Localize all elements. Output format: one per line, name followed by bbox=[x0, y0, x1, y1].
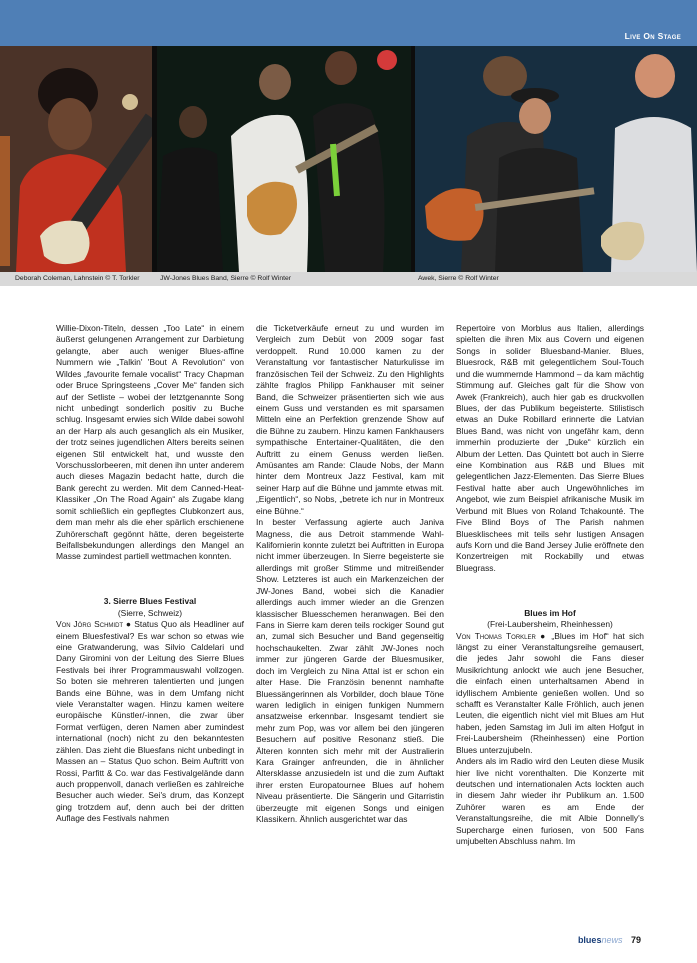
header-band bbox=[0, 0, 697, 46]
photo-jw-jones-band bbox=[157, 46, 411, 272]
paragraph: In bester Verfassung agierte auch Janiva Magness, die aus Detroit stammende Wahl-Kalifornierin konnte zuletzt bei Auftritten in Europa nicht immer überzeugen. In Sierre begeisterte sie allerdings mit großer Stimme und mitreißender Show. Letzteres ist auch ein Markenzeichen der JW-Jones Band, wobei sich die Kanadier allerdings auch immer wieder an die Grenzen klassischer Bluesschemen heranwagen. Bei den Fans in Sierre kam deren teils rockiger Sound gut an, zumal sich Besucher und Band gegenseitig hochschaukelten. Zwar zählt JW-Jones noch immer zur jüngeren Garde der Bluesmusiker, doch im Vergleich zu Nina Attal ist er schon ein alter Hase. Die Französin benennt namhafte Bluessängerinnen als Vorbilder, doch blaue Töne waren lediglich in einigen funkigen Nummern ansatzweise erkennbar. Insgesamt tendiert sie mehr zum Pop, was vor allem bei den jüngeren Besuchern auf positive Resonanz stieß. Die Älteren konnten sich mehr mit der Australierin Kara Grainger anfreunden, die in ähnlicher Altersklasse anzusiedeln ist und die zum Auftakt ihrer ersten Europatournee Blues auf hohem Niveau präsentierte. Die Sängerin und Gitarristin überzeugte mit eigenen Songs und einigen Klassikern. Ähnlich ausgerichtet war das bbox=[256, 517, 444, 825]
page-footer bbox=[578, 935, 641, 945]
photo-deborah-coleman bbox=[0, 46, 152, 272]
article-subheading-sierre: (Sierre, Schweiz) bbox=[117, 607, 183, 618]
text-column-2 bbox=[256, 323, 444, 826]
paragraph: Von Jörg Schmidt ● Status Quo als Headliner auf einem Bluesfestival? Es war schon so etwas wie eine Gratwanderung, was Silvio Caldelari und Dany Giromini von der Leitung des Sierre Blues Festivals bei ihrer Programmauswahl vollzogen. So boten sie mehreren talentierten und jungen Bands eine Bühne, was in dem Umfang nicht viele Veranstalter wagen. Hinzu kamen weitere europäische Künstler/-innen, die zwar über Format verfügen, deren Namen aber zumindest international (noch) nicht zu den bekanntesten zählen. Das zieht die Bluesfans nicht unbedingt in Massen an – Status Quo schon. Beim Auftritt von Rossi, Parfitt & Co. war das Festivalgelände dann auch proppenvoll, danach verließen es zahlreiche Besucher auch wieder. Sei's drum, das Konzept ging trotzdem auf, denn auch bei der dritten Auflage des Festivals nahmen bbox=[56, 619, 244, 824]
photo-awek bbox=[415, 46, 697, 272]
caption-photo-3: Awek, Sierre © Rolf Winter bbox=[418, 275, 499, 282]
caption-photo-2: JW-Jones Blues Band, Sierre © Rolf Winter bbox=[160, 275, 292, 282]
brand-logo-news: news bbox=[601, 935, 623, 945]
paragraph: Von Thomas Torkler ● „Blues im Hof“ hat sich längst zu einer Veranstaltungsreihe gemausert, die jedes Jahr sowohl die Fans dieser Musikrichtung anlockt wie auch jene Besucher, die einfach einen unterhaltsamen Abend in idyllischem Ambiente genießen wollen. Und so schafft es Veranstalter Kalle Fröhlich, auch jenen Leuten, die eigentlich nicht viel mit Blues am Hut haben, jeden Samstag im Juli im alten Hofgut in Frei-Laubersheim (Rheinhessen) eine Portion Blues unterzujubeln. bbox=[456, 630, 645, 755]
photo-strip bbox=[0, 46, 697, 272]
article-heading-sierre: 3. Sierre Blues Festival bbox=[103, 596, 197, 607]
article-subheading-blues-im-hof: (Frei-Laubersheim, Rheinhessen) bbox=[487, 619, 613, 630]
paragraph: die Ticketverkäufe erneut zu und wurden im Vergleich zum Debüt von 2009 sogar fast verdoppelt. Rund 10.000 kamen zu der Veranstaltung vor fantastischer Naturkulisse im französischen Teil der Schweiz. Zu den Highlights zählte fraglos Philipp Fankhauser mit seiner Band, die Schweizer präsentierten sich wie aus einem Guss und verstanden es mit sparsamen Mitteln eine an Perfektion grenzende Show auf die Bühne zu zaubern. Hinzu kamen Fankhausers sympathische Entertainer-Qualitäten, die den Auftritt zu einem Genuss werden ließen. Amüsantes am Rande: Claude Nobs, der Mann hinter dem Montreux Jazz Festival, kam mit seiner Harp auf die Bühne und jammte etwas mit. „Eigentlich“, so Nobs, „betrete ich nur in Montreux eine Bühne.“ bbox=[256, 323, 444, 516]
paragraph: Repertoire von Morblus aus Italien, allerdings spielten die ihren Mix aus Covern und eigenen Songs in solider Bluesband-Manier. Blues, Bluesrock, R&B mit gelegentlichem Soul-Touch und die wummernde Hammond – da kam mächtig Stimmung auf. Gleiches galt für die Show von Awek (Frankreich), auch hier gab es druckvollen Blues, der das Publikum begeisterte. Stilistisch etwas an Duke Robillard erinnerte die Latvian Blues Band, was nicht von ungefähr kam, denn immerhin produzierte der „Duke“ kürzlich ein Album der Letten. Das Quintett bot auch in Sierre eine Kombination aus R&B und Blues mit gelegentlichen Jazz-Elementen. Das Sierre Blues Festival hatte aber auch Ungewöhnliches im Angebot, wie zum Beispiel afrikanische Musik im Verbund mit Blues von Roland Tchakounté. The Five Blind Boys of The Parish nahmen Bluesklischees mit teils sehr lustigen Ansagen aufs Korn und die Band Jersey Julie eröffnete den Konzertreigen mit Rockabilly und etwas Bluegrass. bbox=[456, 323, 644, 573]
byline: Von Thomas Torkler bbox=[456, 630, 536, 641]
text-column-3 bbox=[456, 323, 644, 848]
byline: Von Jörg Schmidt bbox=[56, 619, 124, 630]
caption-photo-1: Deborah Coleman, Lahnstein © T. Torkler bbox=[15, 275, 140, 282]
page-number: 79 bbox=[630, 935, 641, 945]
brand-logo-blues: blues bbox=[577, 935, 602, 945]
article-heading-blues-im-hof: Blues im Hof bbox=[524, 607, 576, 618]
paragraph: Willie-Dixon-Titeln, dessen „Too Late“ in einem äußerst gelungenen Arrangement zur Darbietung gelangte, aber auch weniger Blues-affine Nummern wie „Talkin' 'Bout A Revolution“ von Wildes „favourite female vocalist“ Tracy Chapman oder Bruce Springsteens „Cover Me“ fanden sich auf der Setliste – wobei der letztgenannte Song nicht unbedingt sonderlich positiv zu Buche schlug. Insgesamt erwies sich Wilde dabei sowohl an der Harp als auch gesanglich als ein Musiker, der trotz seines jugendlichen Alters bereits seinen eigenen Stil entwickelt hat, und wusste den Vorschusslorbeeren, mit denen ihn unter anderem auch dieses Magazin bedacht hatte, durch die Bank gerecht zu werden. Mit dem Canned-Heat-Klassiker „On The Road Again“ als Zugabe klang somit schließlich ein gepflegtes Clubkonzert aus, dem man mehr als die eher spärlich erschienene Zuhörerschaft gegönnt hätte, deren begeisterte Beifallsbekundungen allerdings den Mangel an Masse zumindest partiell wettmachen konnten. bbox=[56, 323, 244, 562]
paragraph: Anders als im Radio wird den Leuten diese Musik hier live nicht vorenthalten. Die Konzerte mit deutschen und internationalen Acts lockten auch in diesem Jahr wieder ihr Publikum an. 1.500 Zuhörer waren es am Ende der Veranstaltungsreihe, die mit Albie Donnelly's Supercharge einen furiosen, von 500 Fans umjubelten Abschluss nahm. Im bbox=[456, 756, 644, 847]
section-label: Live On Stage bbox=[624, 31, 681, 41]
text-column-1 bbox=[56, 323, 244, 825]
